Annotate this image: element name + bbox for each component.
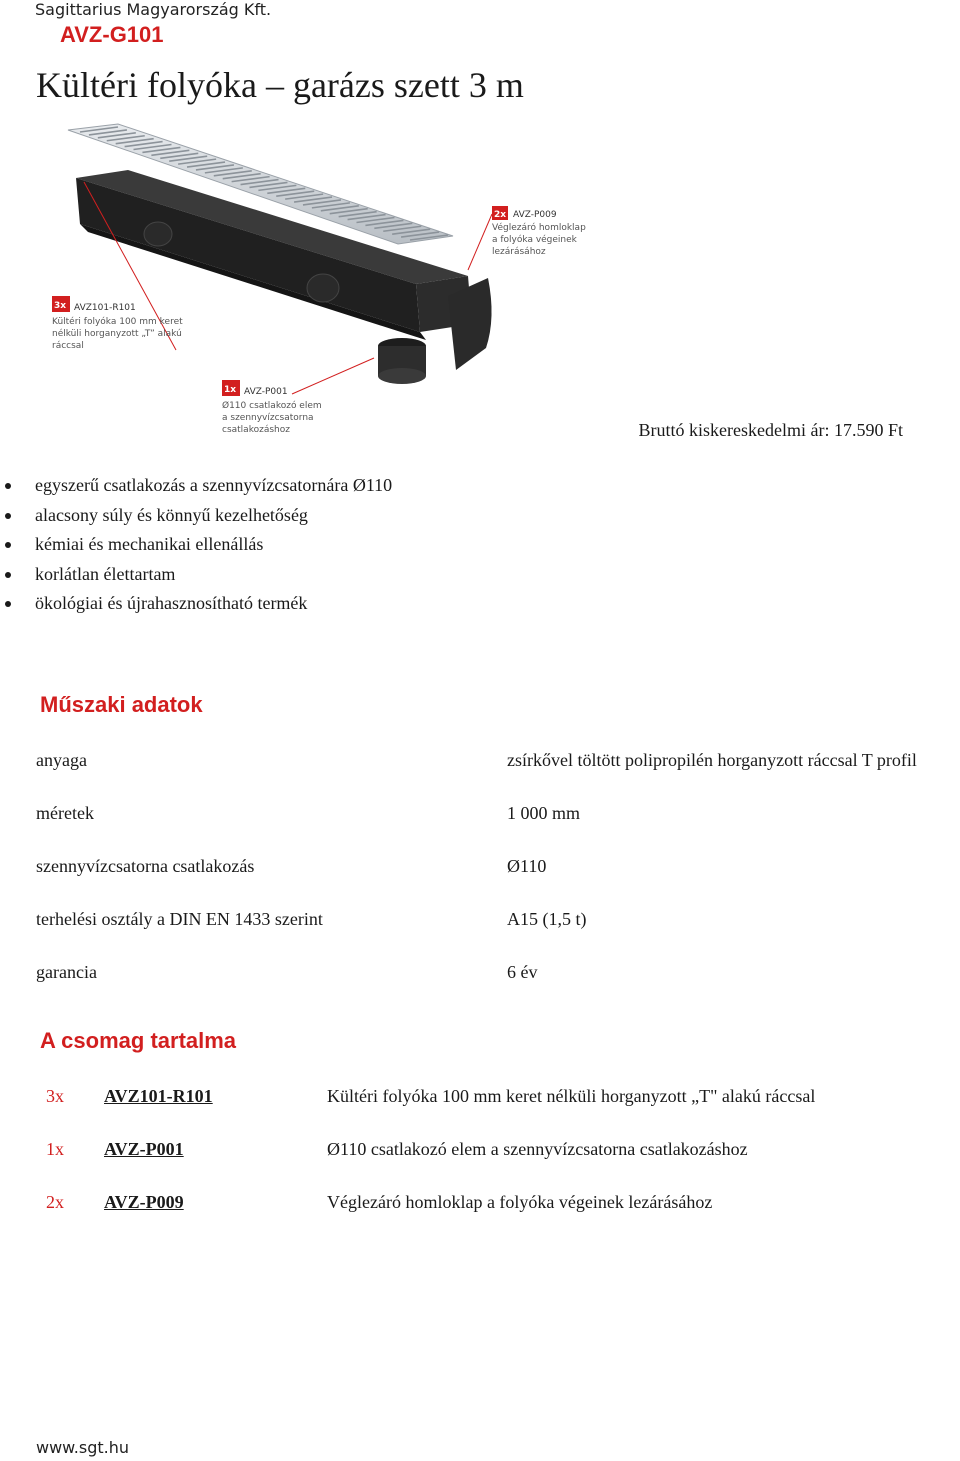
package-qty: 2x	[46, 1192, 64, 1212]
callout-end-cap-code: AVZ-P009	[513, 210, 557, 220]
specs-heading: Műszaki adatok	[40, 692, 203, 717]
bullet-icon	[5, 483, 11, 489]
bullet-icon	[5, 572, 11, 578]
package-code-link[interactable]: AVZ101-R101	[104, 1086, 213, 1106]
spec-value: Ø110	[507, 856, 547, 876]
product-image	[48, 118, 608, 440]
callout-connector-line-3: csatlakozáshoz	[222, 425, 290, 435]
callout-channel-line-1: Kültéri folyóka 100 mm keret	[52, 317, 183, 327]
retail-price: Bruttó kiskereskedelmi ár: 17.590 Ft	[638, 420, 903, 440]
feature-item: egyszerű csatlakozás a szennyvízcsatornára Ø110	[0, 471, 392, 501]
callout-connector	[222, 380, 322, 435]
package-qty: 1x	[46, 1139, 64, 1159]
callout-channel-qty: 3x	[54, 301, 67, 311]
feature-item: kémiai és mechanikai ellenállás	[0, 530, 392, 560]
feature-list	[0, 471, 392, 619]
product-code: AVZ-G101	[60, 22, 164, 47]
package-code-link[interactable]: AVZ-P009	[104, 1192, 184, 1212]
callout-end-cap-line-2: a folyóka végeinek	[492, 235, 577, 245]
callout-end-cap-qty: 2x	[494, 210, 507, 220]
spec-label: anyaga	[36, 750, 87, 770]
callout-end-cap-line-1: Véglezáró homloklap	[492, 223, 586, 233]
package-desc: Véglezáró homloklap a folyóka végeinek lezárásához	[327, 1192, 713, 1212]
spec-value: 6 év	[507, 962, 538, 982]
company-name: Sagittarius Magyarország Kft.	[35, 0, 272, 19]
feature-item: ökológiai és újrahasznosítható termék	[0, 589, 392, 619]
feature-item: alacsony súly és könnyű kezelhetőség	[0, 501, 392, 531]
callout-connector-qty: 1x	[224, 385, 237, 395]
footer-url[interactable]: www.sgt.hu	[36, 1438, 130, 1457]
callout-end-cap-line-3: lezárásához	[492, 247, 546, 257]
callout-channel-line-3: ráccsal	[52, 341, 84, 351]
callout-connector-line-2: a szennyvízcsatorna	[222, 413, 314, 423]
bullet-icon	[5, 513, 11, 519]
bullet-icon	[5, 542, 11, 548]
callout-channel-code: AVZ101-R101	[74, 303, 136, 313]
spec-value: A15 (1,5 t)	[507, 909, 587, 929]
spec-value: zsírkővel töltött polipropilén horganyzott ráccsal T profil	[507, 750, 917, 770]
page-title: Kültéri folyóka – garázs szett 3 m	[36, 65, 524, 105]
package-desc: Kültéri folyóka 100 mm keret nélküli horganyzott „T" alakú ráccsal	[327, 1086, 816, 1106]
callout-channel	[52, 296, 183, 351]
callout-end-cap	[492, 206, 586, 257]
spec-label: méretek	[36, 803, 94, 823]
spec-label: garancia	[36, 962, 97, 982]
package-heading: A csomag tartalma	[40, 1028, 237, 1053]
spec-value: 1 000 mm	[507, 803, 581, 823]
callout-connector-line-1: Ø110 csatlakozó elem	[222, 401, 322, 411]
package-code-link[interactable]: AVZ-P001	[104, 1139, 184, 1159]
callout-channel-line-2: nélküli horganyzott „T” alakú	[52, 329, 182, 339]
callout-connector-code: AVZ-P001	[244, 387, 288, 397]
package-qty: 3x	[46, 1086, 64, 1106]
spec-label: terhelési osztály a DIN EN 1433 szerint	[36, 909, 323, 929]
feature-item: korlátlan élettartam	[0, 560, 392, 590]
package-desc: Ø110 csatlakozó elem a szennyvízcsatorna csatlakozáshoz	[327, 1139, 748, 1159]
spec-label: szennyvízcsatorna csatlakozás	[36, 856, 255, 876]
bullet-icon	[5, 601, 11, 607]
connector-illustration	[378, 338, 426, 384]
